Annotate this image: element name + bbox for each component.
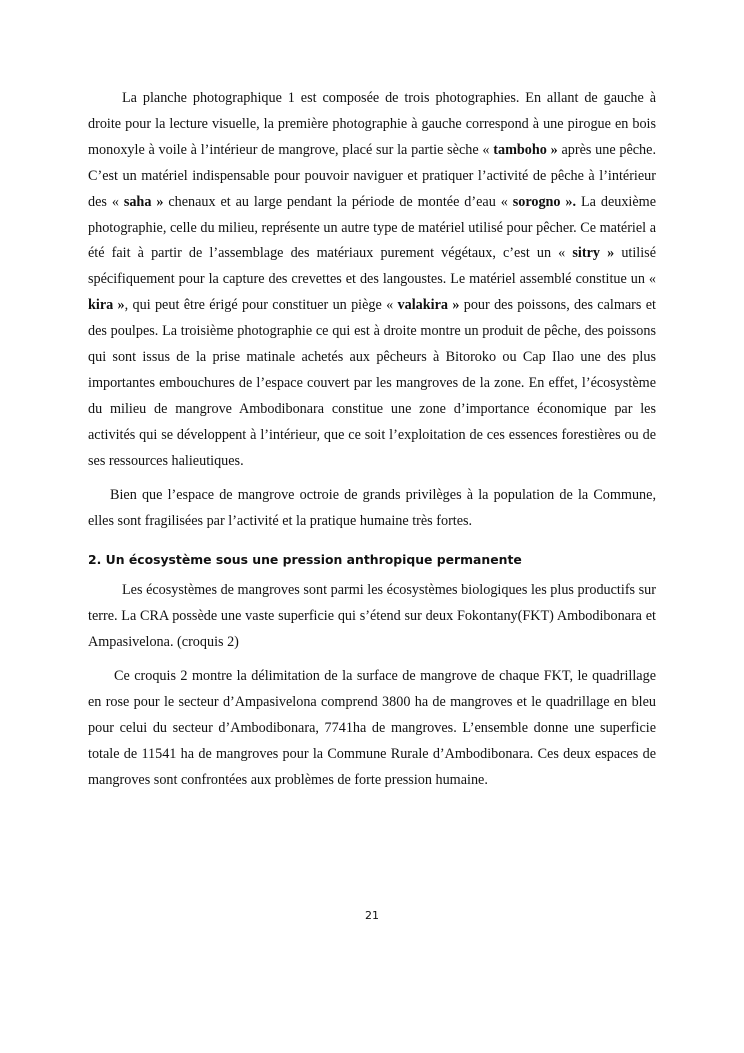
paragraph-text: chenaux et au large pendant la période de montée d’eau « xyxy=(163,193,513,210)
paragraph-photo-plate xyxy=(88,86,656,475)
paragraph-text: La deuxième photographie, celle du milieu, représente un autre type de matériel utilisé pour pêcher. Ce matériel a été fait à partir de l’assemblage des matériaux purement végétaux, c’est un « xyxy=(88,193,656,262)
paragraph-privileges: Bien que l’espace de mangrove octroie de grands privilèges à la population de la Commune, elles sont fragilisées par l’activité et la pratique humaine très fortes. xyxy=(88,486,656,529)
paragraph-text: La planche photographique 1 est composée de trois photographies. En allant de gauche à droite pour la lecture visuelle, la première photographie à gauche correspond à une pirogue en bois monoxyle à voile à l’intérieur de mangrove, placé sur la partie sèche « xyxy=(88,90,656,158)
section-heading: 2. Un écosystème sous une pression anthropique permanente xyxy=(88,552,522,568)
paragraph-text: pour des poissons, des calmars et des poulpes. La troisième photographie ce qui est à droite montre un produit de pêche, des poissons qui sont issus de la prise matinale achetés aux pêcheurs à Bitoroko ou Cap Ilao une des plus importantes embouchures de l’espace couvert par les mangroves de la zone. En effet, l’écosystème du milieu de mangrove Ambodibonara constitue une zone d’importance économique par les activités qui se développent à l’intérieur, que ce soit l’exploitation de ces essences forestières ou de ses ressources halieutiques. xyxy=(88,297,656,469)
term-sorogno: sorogno ». xyxy=(512,193,577,210)
term-kira: kira » xyxy=(88,297,125,314)
paragraph-ecosystems: Les écosystèmes de mangroves sont parmi les écosystèmes biologiques les plus productifs sur terre. La CRA possède une vaste superficie qui s’étend sur deux Fokontany(FKT) Ambodibonara et Ampasivelona. (croquis 2) xyxy=(88,582,656,651)
document-body xyxy=(88,86,656,794)
paragraph-text: après une pêche. C’est un matériel indispensable pour pouvoir naviguer et pratiquer l’activité de pêche à l’intérieur des « xyxy=(88,141,656,210)
paragraph-text: , qui peut être érigé pour constituer un piège « xyxy=(124,297,398,314)
term-saha: saha » xyxy=(123,193,164,210)
term-sitry: sitry » xyxy=(572,245,615,262)
term-tamboho: tamboho » xyxy=(493,141,558,158)
page-number: 21 xyxy=(365,909,379,922)
paragraph-croquis: Ce croquis 2 montre la délimitation de la surface de mangrove de chaque FKT, le quadrillage en rose pour le secteur d’Ampasivelona comprend 3800 ha de mangroves et le quadrillage en bleu pour celui du secteur d’Ambodibonara, 7741ha de mangroves. L’ensemble donne une superficie totale de 11541 ha de mangroves pour la Commune Rurale d’Ambodibonara. Ces deux espaces de mangroves sont confrontées aux problèmes de forte pression humaine. xyxy=(88,668,656,788)
term-valakira: valakira » xyxy=(397,297,460,314)
paragraph-text: utilisé spécifiquement pour la capture des crevettes et des langoustes. Le matériel assemblé constitue un « xyxy=(88,245,656,288)
